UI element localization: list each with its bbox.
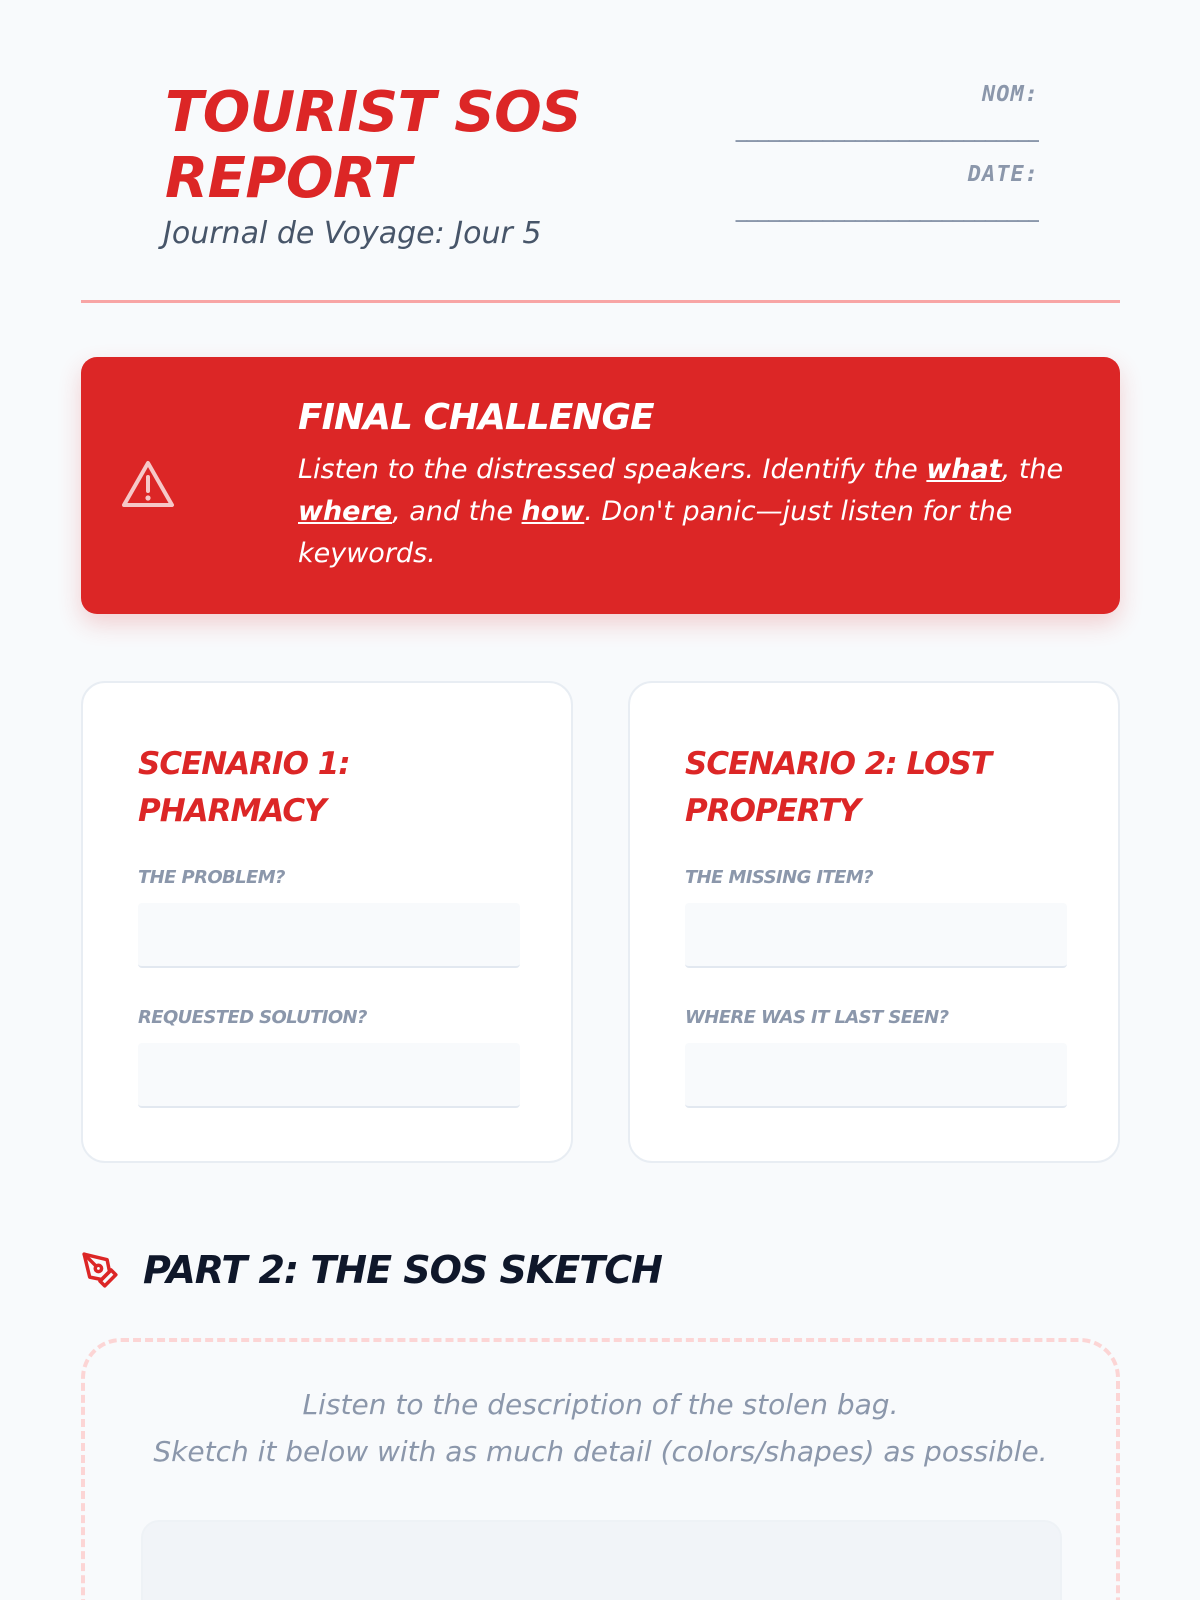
alert-text-2: , the <box>1001 454 1064 485</box>
missing-item-input[interactable] <box>685 903 1067 968</box>
pen-tool-icon <box>81 1251 119 1289</box>
solution-input[interactable] <box>138 1043 520 1108</box>
keyword-what: what <box>926 454 1002 485</box>
last-seen-label: WHERE WAS IT LAST SEEN? <box>685 1007 949 1028</box>
header-divider <box>81 300 1120 303</box>
last-seen-input[interactable] <box>685 1043 1067 1108</box>
scenario-1-title: SCENARIO 1: PHARMACY <box>138 746 350 829</box>
sketch-canvas[interactable] <box>141 1520 1062 1600</box>
student-meta <box>659 82 1039 242</box>
sketch-instruction-2: Sketch it below with as much detail (colors/shapes) as possible. <box>153 1435 1048 1468</box>
date-label: DATE: <box>967 162 1039 187</box>
alert-text-3: , and the <box>392 496 522 527</box>
worksheet-header <box>81 0 1119 300</box>
scenario-1-card <box>81 681 573 1163</box>
scenario-2-title: SCENARIO 2: LOST PROPERTY <box>685 746 991 829</box>
missing-item-label: THE MISSING ITEM? <box>685 867 874 888</box>
sketch-section <box>81 1338 1120 1600</box>
alert-title: FINAL CHALLENGE <box>298 397 654 438</box>
scenario-2-card <box>628 681 1120 1163</box>
sketch-instruction-1: Listen to the description of the stolen bag. <box>302 1388 899 1421</box>
alert-text-1: Listen to the distressed speakers. Identify the <box>298 454 927 485</box>
date-line[interactable]: ____________________________ <box>735 198 1039 222</box>
solution-label: REQUESTED SOLUTION? <box>138 1007 367 1028</box>
problem-input[interactable] <box>138 903 520 968</box>
alert-text-4: . Don't panic—just listen for the keywords. <box>298 496 1013 569</box>
nom-label: NOM: <box>982 82 1039 107</box>
alert-body <box>298 449 1098 575</box>
keyword-how: how <box>521 496 585 527</box>
page-title: TOURIST SOS REPORT <box>165 80 582 211</box>
problem-label: THE PROBLEM? <box>138 867 285 888</box>
keyword-where: where <box>298 496 393 527</box>
final-challenge-banner <box>81 357 1120 614</box>
part2-heading <box>81 1245 662 1295</box>
nom-line[interactable]: ____________________________ <box>735 118 1039 142</box>
page-subtitle: Journal de Voyage: Jour 5 <box>163 216 542 251</box>
sketch-instructions <box>85 1381 1116 1475</box>
part2-title: PART 2: THE SOS SKETCH <box>143 1248 662 1292</box>
warning-triangle-icon <box>121 459 175 509</box>
